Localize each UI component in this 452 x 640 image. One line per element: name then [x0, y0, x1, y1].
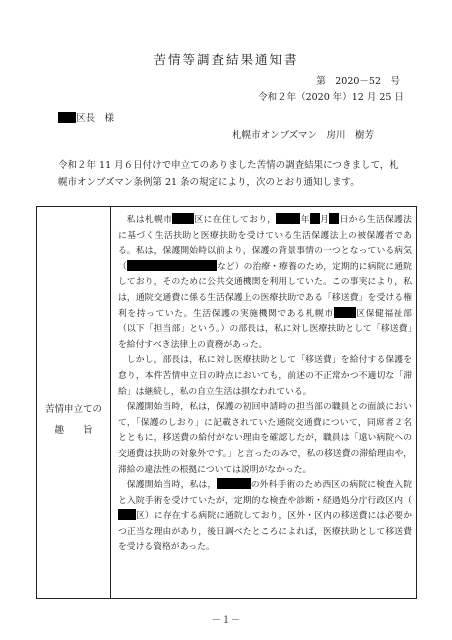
- redaction-block: [217, 478, 251, 489]
- document-date: 令和２年（2020 年）12 月 25 日: [258, 92, 404, 103]
- intro-paragraph: 令和２年 11 月６日付けで申立てのありました苦情の調査結果につきまして，札幌市オンブズマン条例第 21 条の規定により，次のとおり通知します。: [58, 160, 399, 188]
- redaction-block: [127, 260, 217, 271]
- paragraph-2: しかし，部長は，私に対し医療扶助として「移送費」を給付する保護を怠り，本件苦情申立日の時点においても，前述の不正常かつ不適切な「滞給」は継続し，私の自立生活は損なわれている。: [118, 355, 412, 397]
- addressee: [58, 110, 114, 124]
- text-span: 月: [319, 215, 330, 225]
- redaction-block: [334, 307, 356, 318]
- label-line-1: 苦情申立ての: [44, 404, 102, 415]
- redaction-block: [310, 213, 320, 224]
- text-span: など）の治療・療養のため，定期的に病院に通院しており，そのために公共交通機関を利用していた。この事実により，私は，通院交通費に係る生活保護上の医療扶助である「移送費」を受ける権利を持っていた。生活保護の実施機関である札幌市: [118, 261, 412, 319]
- text-span: 年: [300, 215, 310, 225]
- redaction-block: [58, 112, 76, 123]
- complaint-table: [36, 206, 417, 599]
- redaction-block: [276, 213, 300, 224]
- redaction-block: [118, 509, 136, 520]
- text-span: 区に在住しており，: [194, 215, 277, 225]
- text-span: 区保健福祉部（以下「担当部」という。）の部長は，私に対し医療扶助として「移送費」を給付すべき法律上の責務があった。: [118, 308, 412, 350]
- addressee-suffix: 区長 様: [76, 113, 115, 124]
- paragraph-1: [118, 213, 412, 353]
- complaint-content: [118, 213, 412, 556]
- text-span: の外科手術のため西区の病院に検査入院と入院手術を受けていたが，定期的な検査や診断・経過処分庁行政区内（: [118, 480, 412, 506]
- sender: 札幌市オンブズマン 房川 樹芳: [232, 130, 374, 141]
- label-column: [37, 207, 111, 598]
- paragraph-4: [118, 478, 412, 556]
- text-span: 区）に存在する病院に通院しており，区外・区内の移送費には必要かつ正当な理由があり，後日調べたところによれば，医療扶助として移送費を受ける資格があった。: [118, 511, 412, 553]
- document-number: 第 2020－52 号: [316, 76, 400, 87]
- page-number: －１－: [211, 615, 241, 626]
- redaction-block: [329, 213, 339, 224]
- text-span: 保護開始当時，私は，: [126, 480, 217, 491]
- label-line-2: 趣 旨: [54, 425, 93, 436]
- document-title: 苦情等調査結果通知書: [153, 52, 299, 67]
- text-span: 日から生活保護法に基づく生活扶助と医療扶助を受けている生活保護法上の被保護者である。私は，保護開始時以前より，保護の背景事情の一つとなっている病気（: [118, 215, 412, 272]
- paragraph-3: 保護開始当時，私は，保護の初回申請時の担当部の職員との面談において，「保護のしおり」に記載されていた通院交通費について，同席者２名とともに，移送費の給付がない理由を確認したが，職員は「遠い病院への交通費は扶助の対象外です。」と言ったのみで，私の移送費の滞給理由や，滞給の違法性の根拠については説明がなかった。: [118, 402, 412, 475]
- complaint-purpose-label: [37, 399, 110, 441]
- text-span: 私は札幌市: [126, 215, 173, 225]
- redaction-block: [172, 213, 194, 224]
